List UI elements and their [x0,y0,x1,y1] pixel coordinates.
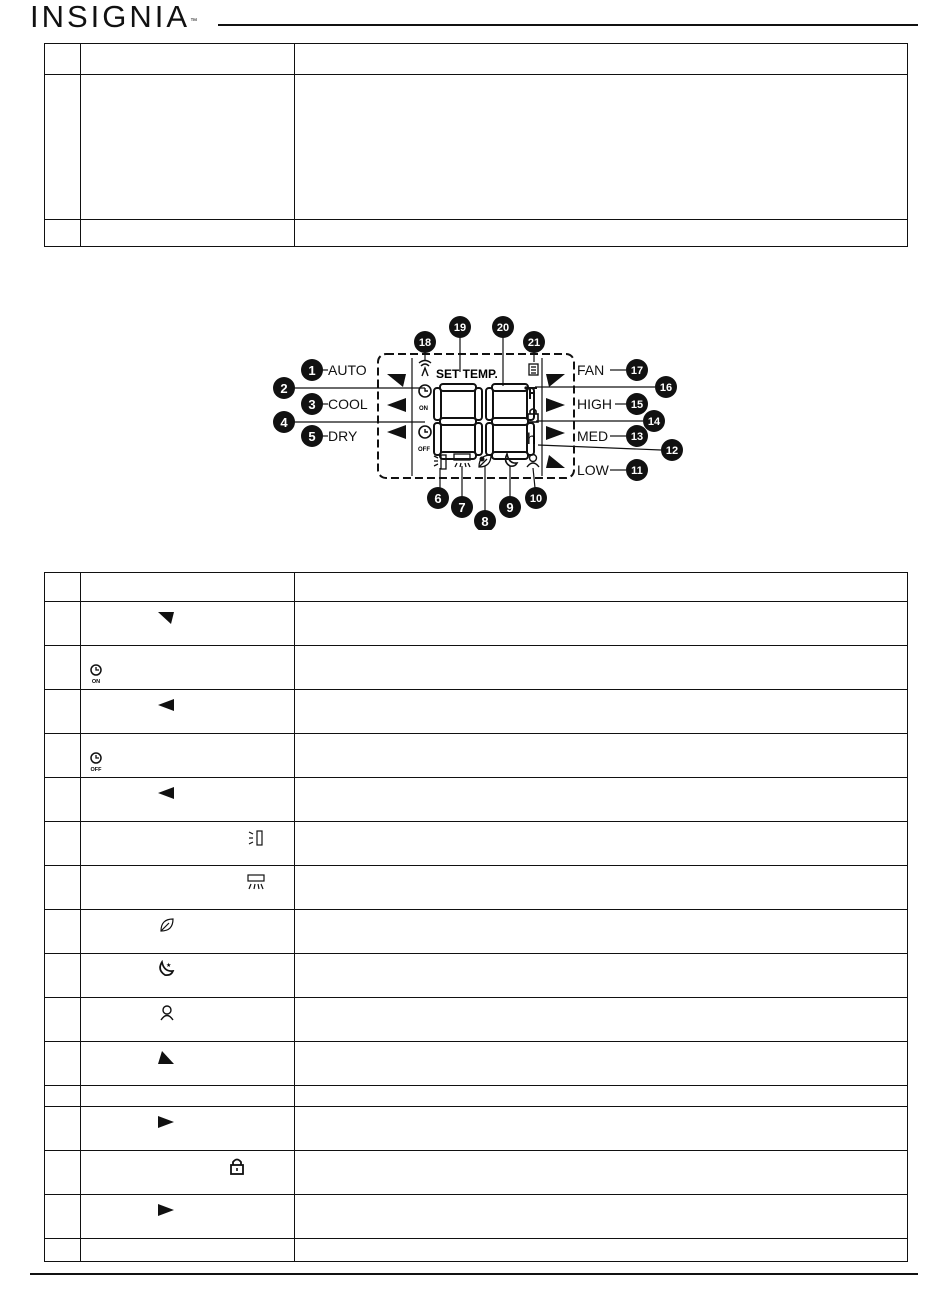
callout-5-num: 5 [308,429,316,444]
label-fan: FAN [577,362,605,378]
trademark: ™ [190,18,198,25]
callout-8-num: 8 [481,514,489,529]
filter-icon [529,364,538,375]
label-auto: AUTO [328,362,367,378]
table-row [45,602,908,646]
footer-rule [30,1273,918,1275]
off-label: OFF [418,447,430,453]
swing-louver-icon [454,454,470,467]
timer-on-icon [89,664,103,684]
seven-segment-digits [434,384,534,459]
on-label: ON [419,406,428,412]
arrow-right-icon [157,1203,175,1217]
lcd-display-diagram [270,310,690,530]
sleep-moon-icon [157,960,175,978]
table-row [45,866,908,910]
table-row [45,220,908,247]
table-row [45,690,908,734]
arrow-up-right-icon [157,1050,175,1066]
timer-off-label: OFF [90,767,102,772]
arrow-down-right-icon [157,610,175,626]
table-row [45,1239,908,1262]
table-header-row [45,573,908,602]
sleep-moon-icon [506,454,517,466]
brand-logo [30,0,197,34]
callout-6-num: 6 [434,491,442,506]
callout-17-num: 17 [630,365,644,377]
table-row [45,778,908,822]
callout-2-num: 2 [280,381,288,396]
arrow-right-icon [546,426,565,440]
brand-name: INSIGNIA [30,0,191,34]
arrow-left-icon [387,398,406,412]
arrow-down-right-icon [387,374,406,387]
label-dry: DRY [328,428,358,444]
arrow-left-icon [387,425,406,439]
arrow-right-icon [546,398,565,412]
wifi-icon [419,361,431,377]
follow-me-icon [159,1005,175,1021]
icon-table [44,572,908,1262]
swing-icon [248,830,264,846]
table-row [45,1195,908,1239]
table-row [45,910,908,954]
arrow-right-icon [157,1115,175,1129]
callout-3-num: 3 [308,397,316,412]
callout-12-num: 12 [665,445,679,457]
set-temp-label: SET TEMP. [436,367,498,381]
callout-14-num: 14 [647,416,661,428]
header-rule [218,24,918,26]
callout-13-num: 13 [630,431,644,443]
label-cool: COOL [328,396,368,412]
callout-19-num: 19 [453,322,467,334]
arrow-left-icon [157,786,175,800]
swing-louver-icon [246,874,266,890]
arrow-left-icon [157,698,175,712]
callout-15-num: 15 [630,399,644,411]
timer-on-icon [419,385,431,397]
table-row [45,734,908,778]
hours-icon: h [527,431,536,448]
table-row [45,998,908,1042]
arrow-down-left-icon [546,374,565,387]
table-row [45,1042,908,1086]
callout-20-num: 20 [496,322,510,334]
arrow-up-left-icon [546,455,565,468]
callout-11-num: 11 [631,465,643,477]
lock-icon [229,1157,245,1175]
table-row [45,75,908,220]
timer-on-label: ON [91,679,101,684]
timer-off-icon [89,752,103,772]
table-row [45,1151,908,1195]
callout-21-num: 21 [527,337,541,349]
table-row [45,822,908,866]
table-header-row [45,44,908,75]
callout-16-num: 16 [659,382,673,394]
table-row [45,954,908,998]
top-table [44,43,908,247]
label-low: LOW [577,462,609,478]
table-row [45,1107,908,1151]
timer-off-icon [419,426,431,438]
callout-9-num: 9 [506,500,514,515]
callout-10-num: 10 [529,493,543,505]
svg-text:★: ★ [166,962,172,969]
callout-7-num: 7 [458,500,466,515]
label-med: MED [577,428,609,444]
callout-4-num: 4 [280,415,288,430]
callout-1-num: 1 [308,363,316,378]
label-high: HIGH [577,396,612,412]
eco-leaf-icon [159,917,175,933]
table-row [45,646,908,690]
table-row [45,1086,908,1107]
callout-18-num: 18 [418,337,432,349]
